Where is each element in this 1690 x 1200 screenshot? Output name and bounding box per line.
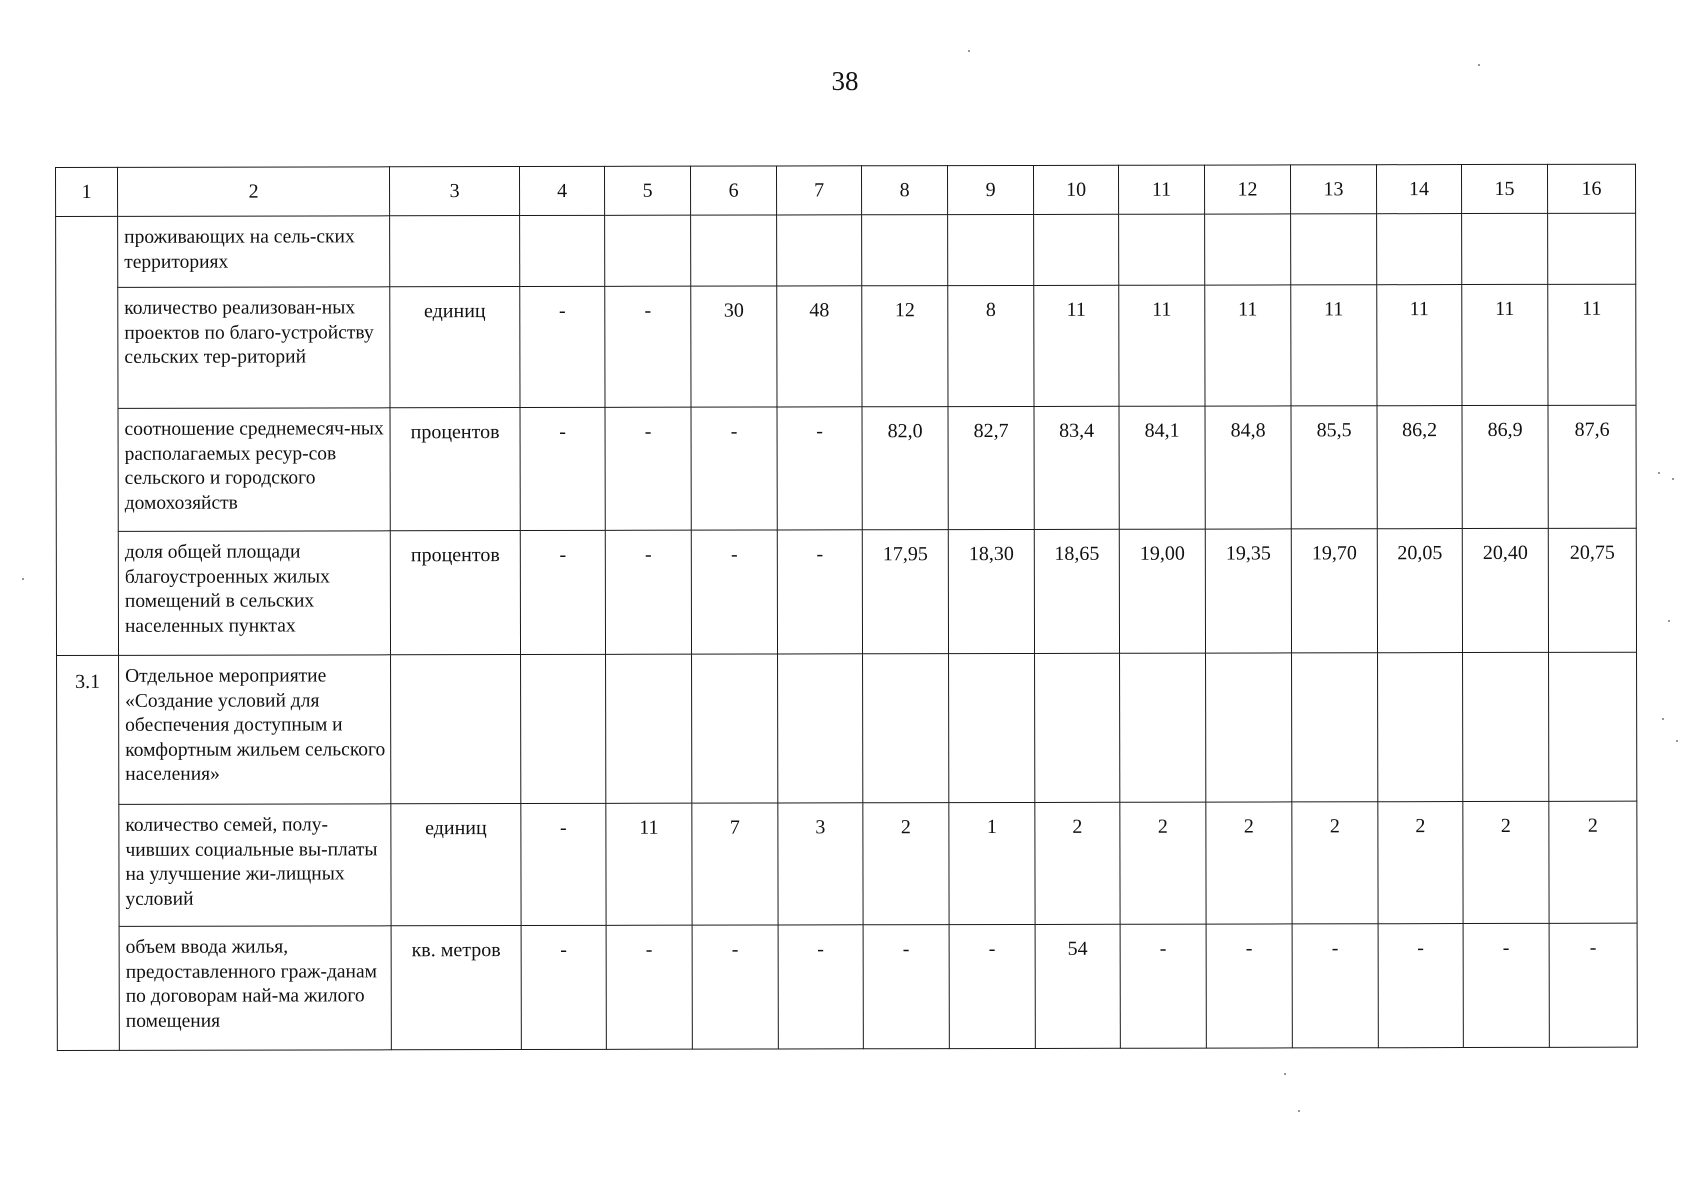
scan-speck <box>1668 620 1670 622</box>
value-cell: 2 <box>1035 802 1120 924</box>
column-header: 10 <box>1033 165 1118 214</box>
value-cell: 12 <box>862 286 948 407</box>
value-cell: 2 <box>1463 801 1549 923</box>
value-cell: 82,7 <box>948 406 1034 529</box>
unit-cell: процентов <box>390 531 520 655</box>
value-cell: 1 <box>949 802 1035 924</box>
value-cell: 11 <box>1119 285 1205 406</box>
value-cell: 84,8 <box>1205 406 1291 529</box>
value-cell: - <box>778 925 863 1049</box>
unit-cell: единиц <box>391 804 521 926</box>
value-cell: 19,70 <box>1291 529 1377 653</box>
indicator-description: Отдельное мероприятие «Создание условий для обеспечения доступным и комфортным жильем сельского населения» <box>119 655 391 805</box>
indicators-table <box>55 164 1638 1051</box>
indicator-description: количество семей, полу-чивших социальные вы-платы на улучшение жи-лищных условий <box>119 804 391 927</box>
value-cell <box>521 654 606 803</box>
value-cell: 2 <box>1206 802 1292 924</box>
column-header: 13 <box>1290 165 1376 214</box>
value-cell <box>1462 213 1548 284</box>
value-cell <box>692 654 778 803</box>
column-header: 12 <box>1204 165 1290 214</box>
indicator-description: соотношение среднемесяч-ных располагаемых ресур-сов сельского и городского домохозяйств <box>118 408 390 532</box>
table-header-row <box>56 164 1636 216</box>
value-cell <box>778 654 863 803</box>
column-header: 8 <box>861 166 947 215</box>
value-cell: 54 <box>1035 924 1120 1048</box>
value-cell: - <box>605 530 691 654</box>
value-cell: 11 <box>606 803 692 925</box>
column-header: 4 <box>520 166 605 215</box>
column-header: 2 <box>118 167 390 217</box>
value-cell: - <box>606 925 692 1049</box>
unit-cell: единиц <box>390 287 520 408</box>
value-cell: - <box>521 925 606 1049</box>
value-cell: - <box>692 925 778 1049</box>
value-cell: - <box>605 286 691 407</box>
value-cell: - <box>691 530 777 654</box>
value-cell: 86,9 <box>1462 405 1548 528</box>
value-cell <box>777 215 862 286</box>
table-row <box>57 652 1637 804</box>
scan-speck <box>1676 740 1678 742</box>
value-cell <box>1548 213 1636 284</box>
value-cell <box>1291 214 1377 285</box>
value-cell <box>862 215 948 286</box>
row-number-cell: 3.1 <box>57 655 120 1050</box>
value-cell: 11 <box>1462 284 1548 405</box>
value-cell: - <box>1206 924 1292 1048</box>
value-cell <box>520 215 605 286</box>
value-cell: 86,2 <box>1377 406 1462 529</box>
value-cell <box>949 653 1035 802</box>
scan-speck <box>1658 472 1660 474</box>
value-cell: - <box>1378 924 1463 1048</box>
table-row <box>56 405 1636 531</box>
value-cell <box>1378 653 1463 802</box>
scan-speck <box>968 50 970 52</box>
value-cell <box>691 215 777 286</box>
scan-speck <box>1672 478 1674 480</box>
column-header: 11 <box>1118 165 1204 214</box>
value-cell <box>1549 652 1637 801</box>
value-cell: 2 <box>1292 802 1378 924</box>
value-cell: 11 <box>1377 285 1462 406</box>
column-header: 6 <box>690 166 776 215</box>
value-cell: 30 <box>691 286 777 407</box>
value-cell <box>1119 214 1205 285</box>
value-cell: - <box>863 925 949 1049</box>
value-cell <box>606 654 692 803</box>
value-cell: 11 <box>1548 284 1636 405</box>
unit-cell: кв. метров <box>391 926 521 1050</box>
value-cell <box>863 654 949 803</box>
table-row <box>57 923 1637 1050</box>
value-cell: - <box>521 803 606 925</box>
indicator-description: проживающих на сель-ских территориях <box>118 216 390 288</box>
value-cell: 48 <box>777 286 862 407</box>
table-row <box>56 284 1636 408</box>
value-cell <box>1120 653 1206 802</box>
value-cell: 2 <box>863 803 949 925</box>
value-cell: 2 <box>1549 801 1637 923</box>
page-number: 38 <box>831 66 859 96</box>
value-cell <box>1205 214 1291 285</box>
value-cell <box>1463 652 1549 801</box>
value-cell: 2 <box>1120 802 1206 924</box>
value-cell: 20,75 <box>1548 528 1636 652</box>
value-cell: - <box>1549 923 1637 1047</box>
column-header: 14 <box>1376 165 1461 214</box>
value-cell <box>605 215 691 286</box>
value-cell <box>1292 653 1378 802</box>
value-cell: 11 <box>1034 285 1119 406</box>
indicator-description: доля общей площади благоустроенных жилых помещений в сельских населенных пунктах <box>118 531 390 656</box>
column-header: 3 <box>390 167 520 216</box>
value-cell: - <box>777 407 862 530</box>
indicator-description: количество реализован-ных проектов по благо-устройству сельских тер-риторий <box>118 287 390 409</box>
unit-cell: процентов <box>390 408 520 531</box>
value-cell: 17,95 <box>862 530 948 654</box>
value-cell: 84,1 <box>1119 406 1205 529</box>
value-cell: - <box>605 407 691 530</box>
value-cell: 18,30 <box>948 529 1034 653</box>
value-cell: 18,65 <box>1034 529 1119 653</box>
unit-cell <box>391 655 521 804</box>
value-cell: - <box>1463 923 1549 1047</box>
value-cell: 85,5 <box>1291 406 1377 529</box>
value-cell: - <box>520 286 605 407</box>
value-cell <box>1035 653 1120 802</box>
scan-speck <box>1478 64 1480 66</box>
value-cell <box>1206 653 1292 802</box>
value-cell: - <box>1120 924 1206 1048</box>
table-row <box>56 528 1636 655</box>
value-cell: - <box>520 407 605 530</box>
value-cell: - <box>1292 924 1378 1048</box>
value-cell: - <box>949 924 1035 1048</box>
value-cell <box>948 214 1034 285</box>
column-header: 15 <box>1461 164 1547 213</box>
value-cell: 82,0 <box>862 407 948 530</box>
column-header: 5 <box>604 166 690 215</box>
value-cell: 20,05 <box>1377 529 1462 653</box>
value-cell: 20,40 <box>1462 528 1548 652</box>
column-header: 9 <box>947 165 1033 214</box>
value-cell: 87,6 <box>1548 405 1636 528</box>
row-number-cell <box>56 216 119 655</box>
value-cell: 11 <box>1205 285 1291 406</box>
column-header: 7 <box>776 166 861 215</box>
indicator-description: объем ввода жилья, предоставленного граж-данам по договорам най-ма жилого помещения <box>119 926 391 1051</box>
table-row <box>56 213 1636 287</box>
value-cell: - <box>777 530 862 654</box>
scan-speck <box>1662 718 1664 720</box>
value-cell <box>1377 214 1462 285</box>
value-cell: 2 <box>1378 802 1463 924</box>
value-cell: 19,35 <box>1205 529 1291 653</box>
value-cell: - <box>520 530 605 654</box>
value-cell: - <box>691 407 777 530</box>
value-cell: 83,4 <box>1034 406 1119 529</box>
value-cell: 7 <box>692 803 778 925</box>
column-header: 1 <box>56 167 118 216</box>
scan-speck <box>22 578 24 580</box>
value-cell: 8 <box>948 285 1034 406</box>
value-cell: 3 <box>778 803 863 925</box>
value-cell <box>1034 214 1119 285</box>
value-cell: 19,00 <box>1119 529 1205 653</box>
unit-cell <box>390 216 520 287</box>
table-row <box>57 801 1637 926</box>
scan-speck <box>1284 1073 1286 1075</box>
column-header: 16 <box>1547 164 1635 213</box>
scan-speck <box>1298 1110 1300 1112</box>
value-cell: 11 <box>1291 285 1377 406</box>
